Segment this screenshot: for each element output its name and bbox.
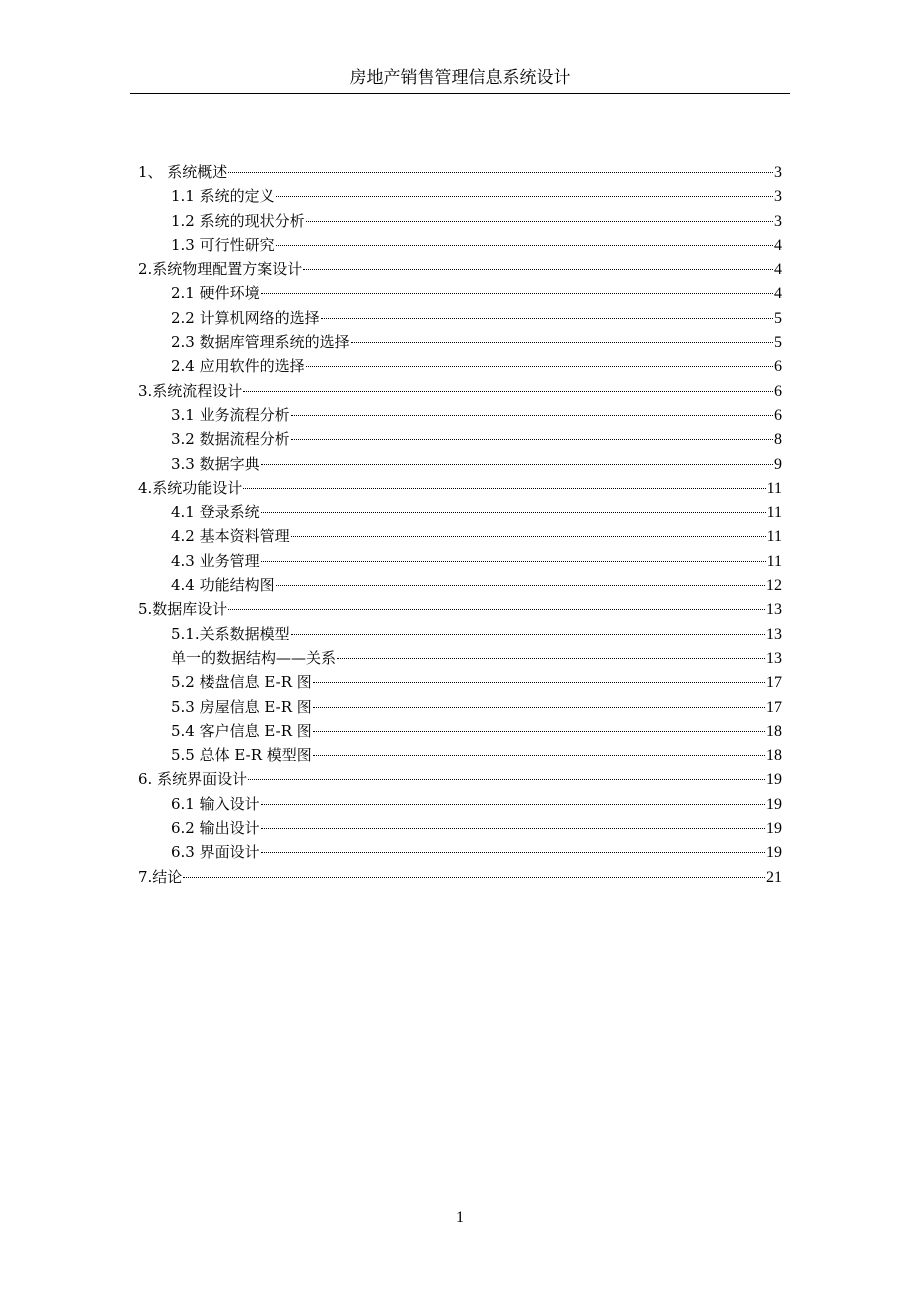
toc-entry[interactable]: [138, 257, 782, 281]
toc-dot-leader: [303, 269, 773, 270]
toc-entry[interactable]: [138, 597, 782, 621]
toc-dot-leader: [261, 512, 766, 513]
header-rule: [130, 93, 790, 94]
toc-entry-label: 4.系统功能设计: [138, 478, 243, 497]
toc-dot-leader: [243, 488, 765, 489]
toc-entry[interactable]: [138, 476, 782, 500]
toc-entry[interactable]: [138, 816, 782, 840]
toc-entry-label: 1.2 系统的现状分析: [171, 211, 305, 230]
toc-entry-page: 6: [774, 406, 782, 424]
toc-dot-leader: [261, 561, 766, 562]
toc-entry-page: 4: [774, 285, 782, 303]
toc-entry-label: 5.4 客户信息 E-R 图: [171, 721, 312, 740]
toc-entry-label: 5.3 房屋信息 E-R 图: [171, 697, 312, 716]
toc-entry[interactable]: [138, 184, 782, 208]
toc-entry[interactable]: [138, 695, 782, 719]
toc-entry-page: 11: [766, 552, 782, 570]
toc-entry-label: 4.3 业务管理: [171, 551, 260, 570]
toc-entry[interactable]: [138, 209, 782, 233]
toc-entry[interactable]: [138, 646, 782, 670]
toc-entry-label: 2.3 数据库管理系统的选择: [171, 333, 350, 352]
toc-entry-page: 19: [766, 795, 782, 813]
toc-entry-page: 13: [766, 625, 782, 643]
toc-entry-page: 19: [766, 844, 782, 862]
toc-entry-page: 12: [766, 577, 782, 595]
toc-entry-label: 7.结论: [138, 867, 183, 886]
toc-entry-label: 2.2 计算机网络的选择: [171, 308, 320, 327]
toc-dot-leader: [313, 682, 765, 683]
toc-entry[interactable]: [138, 743, 782, 767]
toc-dot-leader: [337, 658, 765, 659]
toc-entry[interactable]: [138, 500, 782, 524]
toc-entry-label: 2.系统物理配置方案设计: [138, 260, 303, 279]
toc-entry[interactable]: [138, 403, 782, 427]
toc-entry-page: 13: [766, 601, 782, 619]
toc-entry-page: 18: [766, 722, 782, 740]
toc-dot-leader: [243, 391, 773, 392]
toc-dot-leader: [228, 172, 773, 173]
toc-entry-label: 单一的数据结构——关系: [171, 648, 337, 667]
toc-entry[interactable]: [138, 767, 782, 791]
toc-entry-page: 17: [766, 698, 782, 716]
toc-entry-page: 13: [766, 649, 782, 667]
toc-entry-label: 5.1.关系数据模型: [171, 624, 290, 643]
toc-dot-leader: [321, 318, 773, 319]
toc-entry-label: 3.3 数据字典: [171, 454, 260, 473]
toc-dot-leader: [228, 609, 765, 610]
toc-entry-label: 4.1 登录系统: [171, 503, 260, 522]
toc-entry-page: 6: [774, 358, 782, 376]
toc-entry-label: 6. 系统界面设计: [138, 770, 248, 789]
toc-dot-leader: [248, 779, 765, 780]
page-header-title: 房地产销售管理信息系统设计: [349, 68, 571, 88]
toc-entry-label: 6.1 输入设计: [171, 794, 260, 813]
toc-dot-leader: [183, 877, 765, 878]
toc-entry-page: 19: [766, 771, 782, 789]
toc-entry-label: 3.系统流程设计: [138, 381, 243, 400]
toc-dot-leader: [291, 634, 765, 635]
toc-entry-page: 3: [774, 212, 782, 230]
toc-entry-page: 19: [766, 820, 782, 838]
toc-dot-leader: [261, 828, 765, 829]
toc-dot-leader: [276, 585, 765, 586]
toc-entry[interactable]: [138, 452, 782, 476]
toc-entry[interactable]: [138, 670, 782, 694]
toc-entry-label: 3.2 数据流程分析: [171, 430, 290, 449]
toc-entry[interactable]: [138, 719, 782, 743]
toc-dot-leader: [291, 536, 766, 537]
toc-dot-leader: [306, 366, 773, 367]
toc-dot-leader: [306, 221, 773, 222]
toc-entry-page: 11: [766, 479, 782, 497]
toc-dot-leader: [276, 245, 773, 246]
toc-dot-leader: [261, 804, 765, 805]
toc-entry-label: 4.4 功能结构图: [171, 576, 275, 595]
toc-entry-label: 6.3 界面设计: [171, 843, 260, 862]
toc-entry[interactable]: [138, 306, 782, 330]
toc-entry-label: 5.5 总体 E-R 模型图: [171, 746, 312, 765]
toc-entry-page: 4: [774, 236, 782, 254]
toc-entry[interactable]: [138, 427, 782, 451]
table-of-contents: [138, 160, 782, 889]
toc-entry-label: 2.1 硬件环境: [171, 284, 260, 303]
toc-entry-label: 1.1 系统的定义: [171, 187, 275, 206]
toc-entry[interactable]: [138, 573, 782, 597]
toc-entry-label: 5.数据库设计: [138, 600, 228, 619]
toc-entry[interactable]: [138, 840, 782, 864]
toc-entry[interactable]: [138, 524, 782, 548]
toc-entry[interactable]: [138, 865, 782, 889]
toc-dot-leader: [276, 196, 773, 197]
toc-dot-leader: [313, 731, 765, 732]
toc-entry[interactable]: [138, 354, 782, 378]
toc-entry[interactable]: [138, 549, 782, 573]
toc-entry[interactable]: [138, 281, 782, 305]
toc-entry-page: 9: [774, 455, 782, 473]
toc-entry-page: 17: [766, 674, 782, 692]
toc-dot-leader: [261, 293, 773, 294]
toc-entry-page: 6: [774, 382, 782, 400]
page-number: 1: [456, 1209, 464, 1226]
toc-entry-label: 4.2 基本资料管理: [171, 527, 290, 546]
toc-dot-leader: [313, 755, 765, 756]
toc-entry-page: 5: [774, 334, 782, 352]
toc-entry-page: 11: [766, 528, 782, 546]
toc-entry-page: 11: [766, 504, 782, 522]
toc-entry-page: 5: [774, 309, 782, 327]
toc-entry[interactable]: [138, 622, 782, 646]
toc-dot-leader: [291, 439, 773, 440]
toc-entry-label: 5.2 楼盘信息 E-R 图: [171, 673, 312, 692]
toc-entry-page: 3: [774, 188, 782, 206]
toc-entry[interactable]: [138, 379, 782, 403]
toc-entry-page: 8: [774, 431, 782, 449]
toc-entry[interactable]: [138, 160, 782, 184]
toc-entry[interactable]: [138, 233, 782, 257]
toc-entry[interactable]: [138, 792, 782, 816]
toc-entry-label: 3.1 业务流程分析: [171, 405, 290, 424]
toc-entry-page: 18: [766, 747, 782, 765]
toc-entry-page: 3: [774, 164, 782, 181]
toc-entry[interactable]: [138, 330, 782, 354]
toc-entry-page: 4: [774, 261, 782, 279]
toc-entry-label: 6.2 输出设计: [171, 819, 260, 838]
toc-dot-leader: [351, 342, 773, 343]
toc-dot-leader: [291, 415, 773, 416]
toc-entry-label: 1、 系统概述: [138, 163, 228, 181]
toc-entry-page: 21: [766, 868, 782, 886]
toc-entry-label: 2.4 应用软件的选择: [171, 357, 305, 376]
toc-dot-leader: [261, 852, 765, 853]
toc-dot-leader: [261, 464, 773, 465]
toc-entry-label: 1.3 可行性研究: [171, 235, 275, 254]
toc-dot-leader: [313, 707, 765, 708]
